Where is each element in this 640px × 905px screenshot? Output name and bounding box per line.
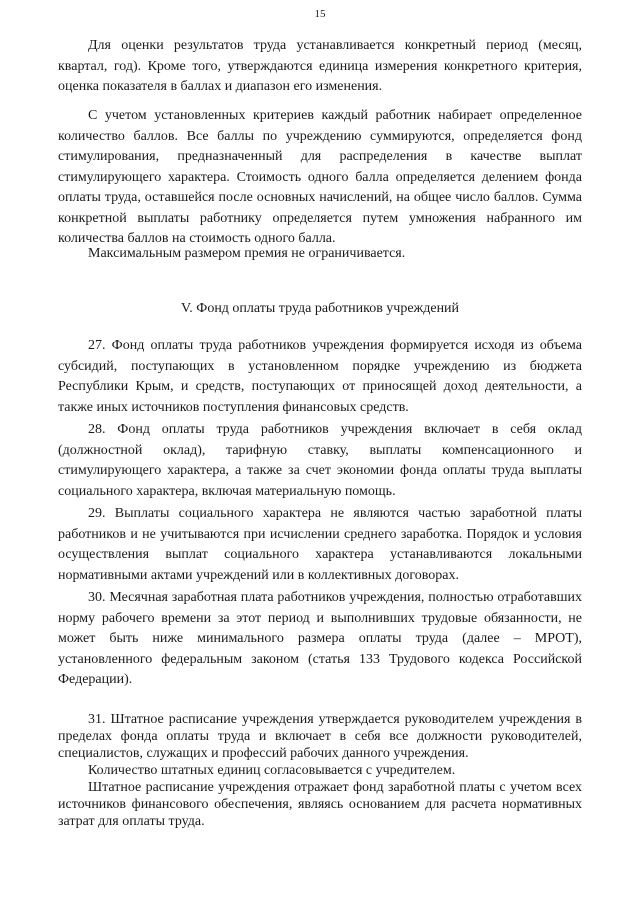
- paragraph-31-staffing-table: Штатное расписание учреждения отражает фонд заработной платы с учетом всех источников финансового обеспечения, являясь основанием для расчета нормативных затрат для оплаты труда.: [58, 780, 582, 829]
- paragraph-27: 27. Фонд оплаты труда работников учреждения формируется исходя из объема субсидий, поступающих в установленном порядке учреждению из бюджета Республики Крым, и средств, поступающих от приносящей доход деятельности, а также иных источников поступления финансовых средств.: [58, 338, 582, 415]
- paragraph-31-staff-count: Количество штатных единиц согласовывается с учредителем.: [88, 763, 456, 778]
- paragraph-points-system: С учетом установленных критериев каждый работник набирает определенное количество баллов. Все баллы по учреждению суммируются, определяется фонд стимулирования, предназначенный для распределения в качестве выплат стимулирующего характера. Стоимость одного балла определяется делением фонда оплаты труда, оставшейся после основных начислений, на общее число баллов. Сумма конкретной выплаты работнику определяется путем умножения набранного им количества баллов на стоимость одного балла.: [58, 108, 582, 246]
- page-number: 15: [314, 8, 326, 20]
- section-heading: V. Фонд оплаты труда работников учреждений: [180, 301, 460, 316]
- paragraph-max-bonus: Максимальным размером премия не ограничивается.: [88, 246, 406, 261]
- paragraph-29: 29. Выплаты социального характера не являются частью заработной платы работников и не учитываются при исчислении среднего заработка. Порядок и условия осуществления выплат социального характера устанавливаются локальными нормативными актами учреждений или в коллективных договорах.: [58, 506, 582, 583]
- paragraph-31: 31. Штатное расписание учреждения утверждается руководителем учреждения в пределах фонда оплаты труда и включает в себя все должности руководителей, специалистов, служащих и профессий рабочих данного учреждения.: [58, 712, 582, 761]
- paragraph-30: 30. Месячная заработная плата работников учреждения, полностью отработавших норму рабочего времени за этот период и выполнивших трудовые обязанности, не может быть ниже минимального размера оплаты труда (далее – МРОТ), установленного федеральным законом (статья 133 Трудового кодекса Российской Федерации).: [58, 590, 582, 687]
- paragraph-evaluation-period: Для оценки результатов труда устанавливается конкретный период (месяц, квартал, год). Кроме того, утверждаются единица измерения конкретного критерия, оценка показателя в баллах и диапазон его изменения.: [58, 38, 582, 94]
- paragraph-28: 28. Фонд оплаты труда работников учреждения включает в себя оклад (должностной оклад), тарифную ставку, выплаты компенсационного и стимулирующего характера, а также за счет экономии фонда оплаты труда выплаты социального характера, включая материальную помощь.: [58, 422, 582, 499]
